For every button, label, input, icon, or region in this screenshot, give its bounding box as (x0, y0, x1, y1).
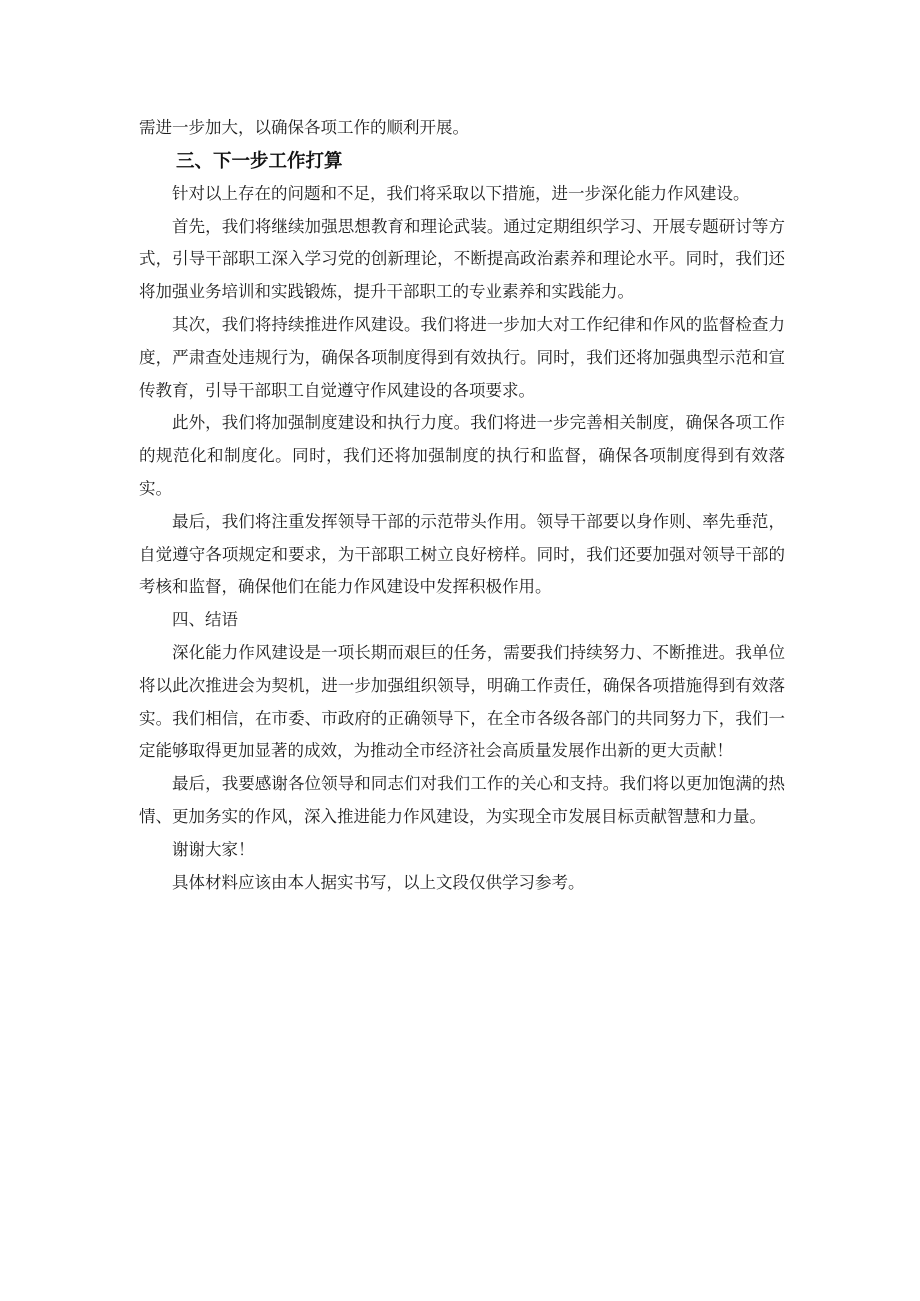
closing-thanks: 谢谢大家！ (172, 839, 255, 859)
section-4-heading: 四、结语 (172, 610, 238, 630)
section-3-paragraph-5: 最后，我们将注重发挥领导干部的示范带头作用。领导干部要以身作则、率先垂范，自觉遵守各项规定和要求，为干部职工树立良好榜样。同时，我们还要加强对领导干部的考核和监督，确保他们在能力作风建设中发挥积极作用。 (139, 511, 785, 597)
document-body (139, 112, 785, 899)
section-3-paragraph-3: 其次，我们将持续推进作风建设。我们将进一步加大对工作纪律和作风的监督检查力度，严肃查处违规行为，确保各项制度得到有效执行。同时，我们还将加强典型示范和宣传教育，引导干部职工自觉遵守作风建设的各项要求。 (139, 314, 785, 400)
continuation-paragraph: 需进一步加大，以确保各项工作的顺利开展。 (139, 118, 469, 137)
reference-note: 具体材料应该由本人据实书写，以上文段仅供学习参考。 (172, 872, 585, 892)
section-3-paragraph-4: 此外，我们将加强制度建设和执行力度。我们将进一步完善相关制度，确保各项工作的规范化和制度化。同时，我们还将加强制度的执行和监督，确保各项制度得到有效落实。 (139, 413, 785, 498)
section-4-paragraph-1: 深化能力作风建设是一项长期而艰巨的任务，需要我们持续努力、不断推进。我单位将以此次推进会为契机，进一步加强组织领导，明确工作责任，确保各项措施得到有效落实。我们相信，在市委、市政府的正确领导下，在全市各级各部门的共同努力下，我们一定能够取得更加显著的成效，为推动全市经济社会高质量发展作出新的更大贡献！ (139, 642, 785, 761)
section-3-paragraph-1: 针对以上存在的问题和不足，我们将采取以下措施，进一步深化能力作风建设。 (172, 183, 750, 203)
section-4-paragraph-2: 最后，我要感谢各位领导和同志们对我们工作的关心和支持。我们将以更加饱满的热情、更加务实的作风，深入推进能力作风建设，为实现全市发展目标贡献智慧和力量。 (139, 774, 785, 826)
section-3-paragraph-2: 首先，我们将继续加强思想教育和理论武装。通过定期组织学习、开展专题研讨等方式，引导干部职工深入学习党的创新理论，不断提高政治素养和理论水平。同时，我们还将加强业务培训和实践锻炼，提升干部职工的专业素养和实践能力。 (139, 216, 785, 302)
section-3-heading: 三、下一步工作打算 (176, 150, 343, 172)
